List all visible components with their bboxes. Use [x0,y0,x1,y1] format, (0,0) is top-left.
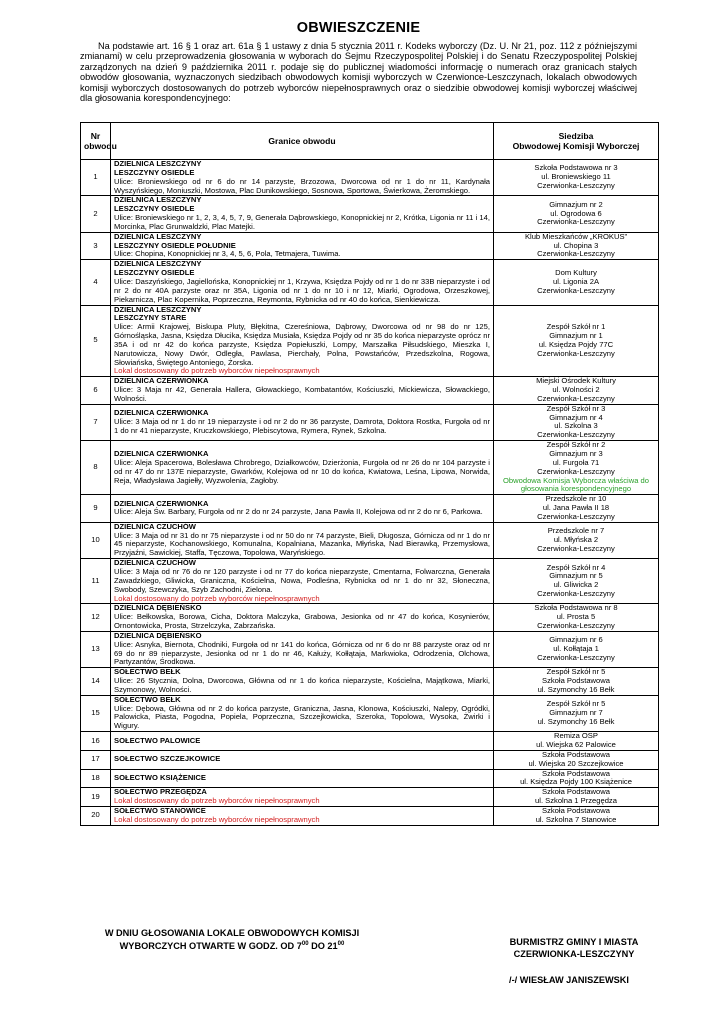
seat-line: Zespół Szkół nr 5 [546,699,606,709]
district-name: DZIELNICA CZERWIONKA [114,498,209,508]
table-row [81,559,659,604]
district-boundaries [111,604,494,632]
seat-line: Czerwionka-Leszczyny [537,621,615,631]
commission-seat [494,604,659,632]
seat-line: Czerwionka-Leszczyny [537,466,615,476]
intro-paragraph: Na podstawie art. 16 § 1 oraz art. 61a § 1 ustawy z dnia 5 stycznia 2011 r. Kodeks wyborczy (Dz. U. Nr 21, poz. 112 z późniejszymi zmianami) w celu przeprowadzenia głosowania w wyborach do Sejmu Rzeczypospolitej Polskiej i do Senatu Rzeczypospolitej Polskiej zarządzonych na dzień 9 października 2011 r. podaje się do publicznej wiadomości informację o numerach oraz granicach stałych obwodów głosowania, wyznaczonych siedzibach obwodowych komisji wyborczych w Czerwionce-Leszczynach, lokalach obwodowych komisji wyborczych dostosowanych do potrzeb wyborców niepełnosprawnych oraz o siedzibie obwodowej komisji wyborczej właściwej dla głosowania korespondencyjnego: [80,41,637,104]
seat-line: ul. Wiejska 20 Szczejkowice [528,758,624,768]
seat-line: ul. Szkolna 3 [554,421,598,431]
street-list: Ulice: 3 Maja od nr 76 do nr 120 parzyste i od nr 77 do końca nieparzyste, Cmentarna, Folwarczna, Generała Zawadzkiego, Gliwicka, Graniczna, Kościelna, Nowa, Podleśna, Rybnicka od nr 1 do nr 32, Słoneczna, Swobody, Szewczyka, Szyb Zachodni, Zielona. [114,566,490,594]
table-row [81,732,659,751]
district-name: DZIELNICA LESZCZYNY [114,304,202,314]
commission-seat [494,377,659,405]
district-number: 16 [81,732,111,751]
seat-line: ul. Szymonchy 16 Bełk [537,684,615,694]
seat-line: Czerwionka-Leszczyny [537,181,615,191]
accessibility-note: Lokal dostosowany do potrzeb wyborców niepełnosprawnych [114,814,320,824]
district-boundaries [111,695,494,731]
street-list: Ulice: Broniewskiego od nr 6 do nr 14 parzyste, Brzozowa, Dworcowa od nr 1 do nr 11, Kardynała Wyszyńskiego, Moniuszki, Mostowa, Plac Dunikowskiego, Sosnowa, Sportowa, Świerkowa, Żeromskiego. [114,176,490,195]
header-siedziba-line1: Siedziba [558,131,594,141]
district-boundaries [111,732,494,751]
street-list: Ulice: Armii Krajowej, Biskupa Pluty, Błękitna, Czereśniowa, Dąbrowy, Dworcowa od nr 98 do nr 125, Górnośląska, Jasna, Księdza Dłucika, Księdza Musiała, Księdza Pojdy od nr 35 do końca nieparzyste oprócz nr 35A i od nr 42 do końca parzyste, Księdza Popiełuszki, Lompy, Marszałka Piłsudskiego, Mieszka I, Narutowicza, Nowy Dwór, Odległa, Pawlasa, Pierchały, Polna, Powstańców, Przedszkolna, Rogowa, Słowiańska, Świętego Antoniego, Żorska. [114,322,490,367]
district-name: DZIELNICA CZUCHÓW [114,521,196,531]
seat-line: ul. Gliwicka 2 [553,580,599,590]
seat-line: Szkoła Podstawowa [542,749,610,759]
district-boundaries [111,404,494,440]
district-name: SOŁECTWO BEŁK [114,694,181,704]
seat-line: ul. Wiejska 62 Palowice [536,740,616,749]
seat-line: ul. Ligonia 2A [552,276,600,286]
seat-line: Przedszkole nr 10 [545,494,607,504]
street-list: Ulice: Bełkowska, Borowa, Cicha, Doktora Malczyka, Grabowa, Jesionka od nr 47 do końca, Kosynierów, Ornontowicka, Prosta, Strzelczyka, Zabrzańska. [114,612,490,631]
street-list: Ulice: 3 Maja nr 42, Generała Hallera, Głowackiego, Kombatantów, Kościuszki, Mickiewicza, Słowackiego, Wolności. [114,385,490,403]
commission-seat [494,806,659,825]
street-list: Ulice: Asnyka, Biernota, Chodniki, Furgoła od nr 141 do końca, Górnicza od nr 6 do nr 88 parzyste oraz od nr 69 do nr 89 nieparzyste, Jesionka od nr 1 do nr 46, Kałuży, Kołłątaja, Markwioka, Odrodzenia, Olchowa, Partyzantów, Środkowa. [114,639,490,667]
district-number: 7 [81,404,111,440]
commission-seat [494,732,659,751]
table-row [81,695,659,731]
district-name: SOŁECTWO PALOWICE [114,735,201,745]
seat-line: Gimnazjum nr 5 [549,571,603,581]
seat-line: Czerwionka-Leszczyny [537,393,615,403]
street-list: Ulice: 3 Maja od nr 31 do nr 75 nieparzyste i od nr 50 do nr 74 parzyste, Bieli, Długosza, Górnicza od nr 1 do nr 45 nieparzyste, Kochanowskiego, Komunalna, Kopalniana, Mazanka, Młyńska, Nad Bierawką, Przemysłowa, Przyjaźni, Sawickiej, Staffa, Tęczowa, Topolowa, Waryńskiego. [114,530,490,558]
district-number: 20 [81,806,111,825]
seat-line: ul. Księdza Pojdy 100 Książenice [520,777,632,787]
seat-line: ul. Szkolna 7 Stanowice [535,814,617,824]
district-name: DZIELNICA LESZCZYNY [114,231,202,241]
district-name: LESZCZYNY OSIEDLE [114,268,195,278]
accessibility-note: Lokal dostosowany do potrzeb wyborców niepełnosprawnych [114,796,320,806]
seat-line: ul. Szymonchy 16 Bełk [537,716,615,726]
commission-seat [494,260,659,305]
seat-line: Dom Kultury [555,268,597,278]
seat-line: Gimnazjum nr 1 [549,331,603,341]
district-number: 6 [81,377,111,405]
header-granice: Granice obwodu [111,123,494,160]
street-list: Ulice: Broniewskiego nr 1, 2, 3, 4, 5, 7, 9, Generała Dąbrowskiego, Konopnickiej nr 2, Krótka, Ligonia nr 11 i 14, Morcinka, Plac Grunwaldzki, Plac Matejki. [114,213,490,231]
signature: /-/ WIESŁAW JANISZEWSKI [509,975,629,985]
seat-line: Czerwionka-Leszczyny [537,543,615,553]
commission-seat [494,160,659,196]
seat-line: Czerwionka-Leszczyny [537,589,615,599]
table-header-row [81,123,659,160]
seat-line: Szkoła Podstawowa [542,768,610,778]
opening-hours-mid: DO 21 [308,941,338,952]
district-name: DZIELNICA CZERWIONKA [114,449,209,458]
district-number: 11 [81,559,111,604]
table-row [81,631,659,667]
accessibility-note: Lokal dostosowany do potrzeb wyborców niepełnosprawnych [114,366,320,376]
district-number: 13 [81,631,111,667]
district-boundaries [111,441,494,495]
seat-line: Zespół Szkół nr 2 [546,440,606,450]
commission-seat [494,788,659,807]
opening-hours-sup2: 00 [337,941,345,947]
seat-line: ul. Broniewskiego 11 [541,172,611,182]
seat-line: Gimnazjum nr 4 [549,412,603,422]
header-nr: Nr obwodu [81,123,111,160]
table-row [81,377,659,405]
seat-line: Zespół Szkół nr 3 [546,403,606,413]
seat-line: Czerwionka-Leszczyny [537,348,615,358]
district-name: SOŁECTWO KSIĄŻENICE [114,772,206,782]
seat-line: Czerwionka-Leszczyny [537,285,615,295]
seat-line: Gimnazjum nr 3 [549,449,603,458]
district-number: 18 [81,769,111,788]
seat-line: ul. Szkolna 1 Przegędza [535,796,617,806]
district-number: 1 [81,160,111,196]
district-boundaries [111,260,494,305]
commission-seat [494,522,659,558]
seat-line: Czerwionka-Leszczyny [537,652,615,662]
seat-line: ul. Wolności 2 [552,385,600,395]
seat-line: ul. Chopina 3 [553,240,599,250]
commission-seat [494,668,659,696]
district-number: 10 [81,522,111,558]
commission-seat [494,305,659,377]
commission-seat [494,695,659,731]
district-name: DZIELNICA LESZCZYNY [114,159,202,168]
commission-seat [494,750,659,769]
seat-line: ul. Prosta 5 [556,612,596,622]
district-name: DZIELNICA LESZCZYNY [114,259,202,269]
seat-line: Zespół Szkół nr 5 [546,667,606,677]
table-row [81,196,659,232]
table-body [81,160,659,826]
district-name: SOŁECTWO SZCZEJKOWICE [114,754,221,764]
seat-line: Czerwionka-Leszczyny [537,249,615,259]
district-number: 3 [81,232,111,260]
district-boundaries [111,559,494,604]
district-boundaries [111,160,494,196]
opening-hours-note [82,928,382,952]
opening-hours-sup1: 00 [301,941,309,947]
street-list: Ulice: Daszyńskiego, Jagiellońska, Konopnickiej nr 1, Krzywa, Księdza Pojdy od nr 1 do nr 33B nieparzyste i od nr 2 do nr 40A parzyste oraz nr 35A, Ligonia od nr 1 do nr 10 i nr 12, Miarki, Ogrodowa, Orzeszkowej, Piekarnicza, Plac Kopernika, Poprzeczna, Reymonta, Rybnicka od nr 40 do końca, Sienkiewicza. [114,276,490,304]
header-siedziba [494,123,659,160]
opening-hours-line2 [82,939,382,952]
seat-line: Miejski Ośrodek Kultury [536,376,616,386]
district-name: SOŁECTWO BEŁK [114,667,181,677]
table-row [81,495,659,523]
table-row [81,750,659,769]
districts-table [80,122,659,826]
seat-line: Szkoła Podstawowa nr 3 [534,163,618,173]
seat-line: Szkoła Podstawowa [542,805,610,815]
district-name: DZIELNICA CZUCHÓW [114,558,196,568]
table-row [81,668,659,696]
table-row [81,604,659,632]
district-name: DZIELNICA CZERWIONKA [114,408,209,418]
seat-line: ul. Furgoła 71 [552,457,600,467]
street-list: Ulice: Aleja Spacerowa, Bolesława Chrobrego, Działkowców, Dzierżonia, Furgoła od nr 26 do nr 104 parzyste i od nr 47 do nr 137E nieparzyste, Gwarków, Kolejowa od nr 10 do końca, Kwiatowa, Leśna, Lipowa, Norwida, Reja, Władysława Jagiełły, Wyzwolenia, Zagłoby. [114,457,490,485]
district-number: 19 [81,788,111,807]
seat-line: Gimnazjum nr 2 [549,199,603,209]
commission-seat [494,404,659,440]
commission-seat [494,232,659,260]
district-boundaries [111,522,494,558]
seat-line: Szkoła Podstawowa [542,787,610,797]
district-boundaries [111,788,494,807]
district-name: LESZCZYNY STARE [114,313,187,323]
opening-hours-prefix: WYBORCZYCH OTWARTE W GODZ. OD 7 [119,941,302,952]
seat-line: Czerwionka-Leszczyny [537,511,615,521]
signer-title: BURMISTRZ GMINY I MIASTA [509,937,639,947]
seat-line: ul. Młyńska 2 [553,535,599,545]
commission-seat [494,631,659,667]
seat-line: ul. Księdza Pojdy 77C [538,339,614,349]
district-name: DZIELNICA CZERWIONKA [114,376,209,386]
seat-line: Zespół Szkół nr 1 [546,322,606,332]
district-number: 8 [81,441,111,495]
commission-seat [494,559,659,604]
district-boundaries [111,750,494,769]
seat-line: Szkoła Podstawowa [542,676,610,686]
table-row [81,806,659,825]
seat-line: ul. Kołłątaja 1 [553,644,599,654]
seat-line: Czerwionka-Leszczyny [537,217,615,227]
street-list: Ulice: Aleja Św. Barbary, Furgoła od nr 2 do nr 24 parzyste, Jana Pawła II, Kolejowa od nr 2 do nr 6, Parkowa. [114,507,483,517]
seat-line: ul. Jana Pawła II 18 [542,503,610,513]
seat-line: Gimnazjum nr 7 [549,708,603,718]
commission-seat [494,769,659,788]
signer-office: CZERWIONKA-LESZCZYNY [513,949,635,959]
street-list: Ulice: Chopina, Konopnickiej nr 3, 4, 5, 6, Pola, Tetmajera, Tuwima. [114,249,341,259]
table-row [81,160,659,196]
district-boundaries [111,769,494,788]
commission-seat [494,495,659,523]
district-name: SOŁECTWO STANOWICE [114,805,206,815]
district-name: DZIELNICA DĘBIEŃSKO [114,603,202,613]
seat-line: Szkoła Podstawowa nr 8 [534,603,618,613]
district-name: LESZCZYNY OSIEDLE [114,204,195,214]
district-number: 17 [81,750,111,769]
opening-hours-line1: W DNIU GŁOSOWANIA LOKALE OBWODOWYCH KOMISJI [104,928,360,938]
district-boundaries [111,196,494,232]
table-row [81,441,659,495]
header-siedziba-line2: Obwodowej Komisji Wyborczej [512,141,640,151]
district-number: 2 [81,196,111,232]
page-title: OBWIESZCZENIE [296,20,421,36]
correspondence-voting-note: Obwodowa Komisja Wyborcza właściwa do głosowania korespondencyjnego [503,475,649,494]
district-number: 4 [81,260,111,305]
table-row [81,769,659,788]
table-row [81,788,659,807]
district-boundaries [111,377,494,405]
table-row [81,404,659,440]
seat-line: Remiza OSP [554,731,598,741]
district-name: SOŁECTWO PRZEGĘDZA [114,787,207,797]
table-row [81,522,659,558]
seat-line: Przedszkole nr 7 [547,526,605,536]
district-number: 9 [81,495,111,523]
seat-line: Klub Mieszkańców „KROKUS” [524,231,628,241]
district-boundaries [111,232,494,260]
seat-line: Czerwionka-Leszczyny [537,430,615,440]
district-boundaries [111,305,494,377]
table-row [81,232,659,260]
seat-line: Gimnazjum nr 6 [549,635,603,645]
district-name: DZIELNICA LESZCZYNY [114,195,202,205]
seat-line: Zespół Szkół nr 4 [546,562,606,572]
street-list: Ulice: 26 Stycznia, Dolna, Dworcowa, Główna od nr 1 do końca nieparzyste, Kościelna, Majątkowa, Miarki, Szymonowy, Wolności. [114,676,490,694]
accessibility-note: Lokal dostosowany do potrzeb wyborców niepełnosprawnych [114,593,320,603]
signer-block [484,936,664,960]
district-number: 12 [81,604,111,632]
district-name: LESZCZYNY OSIEDLE POŁUDNIE [114,240,236,250]
table-row [81,260,659,305]
street-list: Ulice: 3 Maja od nr 1 do nr 19 nieparzyste i od nr 2 do nr 36 parzyste, Damrota, Doktora Rostka, Furgoła od nr 1 do nr 41 nieparzyste, Kruczkowskiego, Plebiscytowa, Rymera, Rynek, Szkolna. [114,417,490,435]
district-name: DZIELNICA DĘBIEŃSKO [114,630,202,640]
commission-seat [494,196,659,232]
district-number: 15 [81,695,111,731]
street-list: Ulice: Dębowa, Główna od nr 2 do końca parzyste, Graniczna, Jasna, Klonowa, Kościuszki, Nalepy, Ogródki, Palowicka, Piasta, Pogodna, Popiela, Poprzeczna, Szczejkowicka, Szeroka, Topolowa, Wysoka, Żwirki i Wigury. [114,703,490,731]
district-number: 5 [81,305,111,377]
seat-line: ul. Ogrodowa 6 [550,208,602,218]
district-boundaries [111,631,494,667]
district-name: LESZCZYNY OSIEDLE [114,167,195,177]
table-row [81,305,659,377]
district-number: 14 [81,668,111,696]
district-boundaries [111,668,494,696]
commission-seat [494,441,659,495]
district-boundaries [111,806,494,825]
district-boundaries [111,495,494,523]
